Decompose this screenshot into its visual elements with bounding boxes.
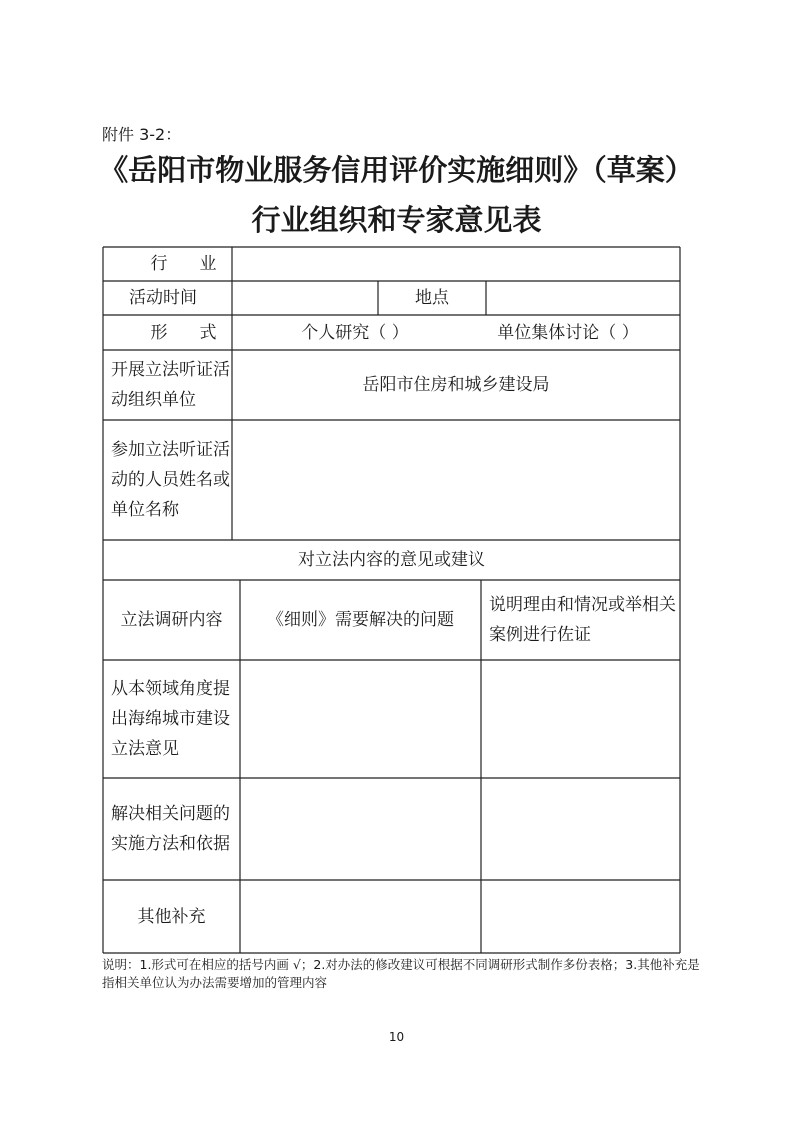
- group-discussion-option[interactable]: 单位集体讨论（ ）: [497, 322, 639, 343]
- page-number: 10: [388, 1030, 405, 1044]
- col-header-reasons: 说明理由和情况或举相关案例进行佐证: [489, 595, 676, 645]
- document-title: 《岳阳市物业服务信用评价实施细则》（草案）: [99, 153, 694, 187]
- participants-field[interactable]: [232, 420, 680, 540]
- col-header-problems: 《细则》需要解决的问题: [267, 610, 454, 630]
- row-3-problems-field[interactable]: [240, 880, 481, 953]
- row-label-other: 其他补充: [137, 906, 206, 927]
- form-label: 形式: [150, 322, 249, 343]
- industry-field[interactable]: [232, 247, 680, 281]
- row-2-problems-field[interactable]: [240, 778, 481, 880]
- participants-label: 参加立法听证活动的人员姓名或单位名称: [111, 440, 230, 520]
- place-field[interactable]: [486, 281, 680, 315]
- activity-time-label: 活动时间: [129, 288, 197, 308]
- activity-time-field[interactable]: [232, 281, 378, 315]
- individual-research-option[interactable]: 个人研究（ ）: [301, 322, 409, 343]
- row-label-legislation-opinion: 从本领域角度提出海绵城市建设立法意见: [111, 679, 230, 759]
- place-label: 地点: [415, 288, 449, 308]
- document-subtitle: 行业组织和专家意见表: [251, 203, 542, 237]
- organizer-label: 开展立法听证活动组织单位: [111, 360, 230, 410]
- row-3-reasons-field[interactable]: [481, 880, 680, 953]
- footnote: 说明：1.形式可在相应的括号内画 √；2.对办法的修改建议可根据不同调研形式制作多份表格；3.其他补充是指相关单位认为办法需要增加的管理内容: [102, 957, 700, 990]
- row-1-reasons-field[interactable]: [481, 660, 680, 778]
- col-header-research-content: 立法调研内容: [120, 610, 223, 630]
- attachment-label: 附件 3-2：: [102, 125, 182, 144]
- opinions-section-header: 对立法内容的意见或建议: [298, 550, 485, 570]
- row-1-problems-field[interactable]: [240, 660, 481, 778]
- organizer-value: 岳阳市住房和城乡建设局: [362, 375, 550, 395]
- industry-label: 行业: [150, 254, 249, 274]
- row-2-reasons-field[interactable]: [481, 778, 680, 880]
- row-label-implementation: 解决相关问题的实施方法和依据: [111, 804, 230, 854]
